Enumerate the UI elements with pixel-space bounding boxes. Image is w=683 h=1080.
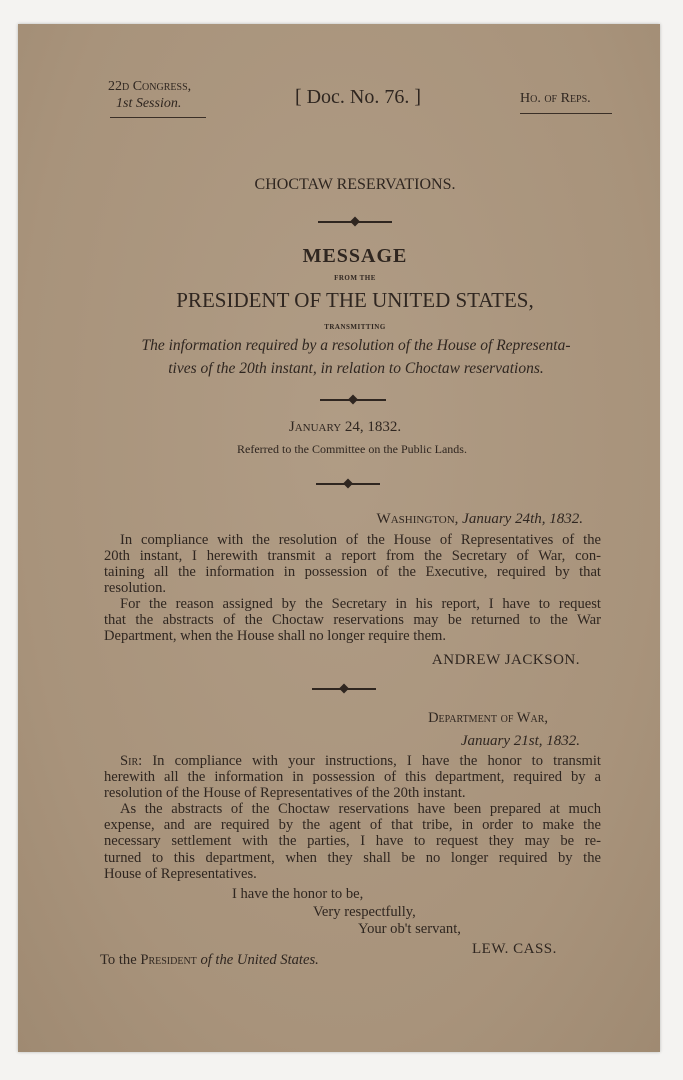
body-line: In compliance with the resolution of the House of Representatives of the [120,532,601,548]
body-line: As the abstracts of the Choctaw reservations have been prepared at much [120,801,601,817]
closing-line: I have the honor to be, [232,886,364,902]
ornament-divider [312,684,376,694]
subject-title: CHOCTAW RESERVATIONS. [254,176,456,193]
closing-line: Your ob't servant, [358,921,461,937]
war-letter-date [461,734,580,749]
message-dateline [377,512,583,527]
war-department-heading: Department of War, [428,710,548,726]
header-rule-left [110,117,206,118]
body-line: Department, when the House shall no longer require them. [104,628,447,644]
body-line: resolution of the House of Representatives of the 20th instant. [104,785,466,801]
session-label: 1st Session. [116,96,182,111]
jackson-signature: ANDREW JACKSON. [431,652,580,668]
transmitting-label: TRANSMITTING [324,323,386,331]
body-line [104,754,601,769]
congress-label: 22d Congress, [108,79,192,94]
body-line: expense, and are required by the agent of that tribe, in order to make the [104,817,601,833]
referral-note: Referred to the Committee on the Public Lands. [237,442,467,456]
salutation: Sir: [120,753,143,769]
body-line: necessary settlement with the parties, I have to request they may be re- [104,833,601,849]
message-date: January 24th, 1832. [462,511,583,527]
body-line: that the abstracts of the Choctaw reservations may be returned to the War [104,612,601,628]
summary-line: The information required by a resolution of the House of Representa- [141,337,571,354]
house-label: Ho. of Reps. [520,91,591,106]
body-line: resolution. [104,580,167,596]
body-text: In compliance with your instructions, I have the honor to transmit [152,753,601,769]
summary-line: tives of the 20th instant, in relation to Choctaw reservations. [168,360,544,377]
ornament-divider [320,395,386,405]
header-rule-right [520,113,612,114]
ornament-divider [316,479,380,489]
addressee-title: President [140,952,197,968]
body-line: turned to this department, when they shall be no longer required by the [104,850,601,866]
president-heading: PRESIDENT OF THE UNITED STATES, [176,288,534,312]
addressee [100,953,319,968]
body-line: 20th instant, I herewith transmit a report from the Secretary of War, con- [104,548,601,564]
cass-signature: LEW. CASS. [472,941,557,957]
body-line: herewith all the information in possession of this department, required by a [104,769,601,785]
body-line: taining all the information in possession of the Executive, required by that [104,564,601,580]
message-place: Washington, [376,511,459,527]
body-line: For the reason assigned by the Secretary in his report, I have to request [120,596,601,612]
closing-line: Very respectfully, [313,904,416,920]
ornament-divider [318,217,392,227]
addressee-prefix: To the [100,952,137,968]
addressee-suffix: of the United States. [200,952,319,968]
message-heading: MESSAGE [302,245,408,267]
referral-date: January 24, 1832. [288,419,402,435]
war-date-text: January 21st, 1832. [460,733,580,749]
body-line: House of Representatives. [104,866,257,882]
doc-number: [ Doc. No. 76. ] [294,86,422,108]
from-the-label: FROM THE [334,274,376,282]
